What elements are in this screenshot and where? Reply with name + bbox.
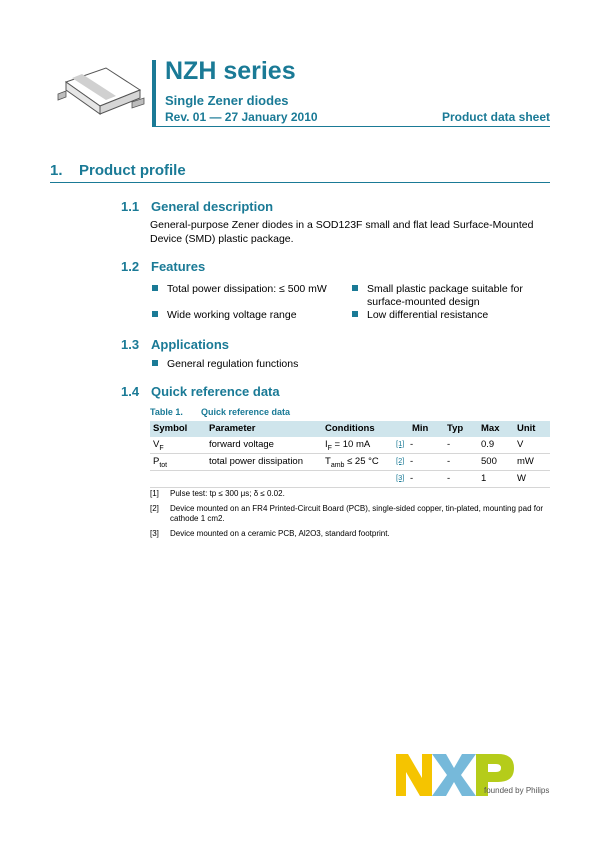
document-type: Product data sheet [441,110,550,124]
note-number: [2] [150,504,159,513]
note-number: [3] [150,529,159,538]
cell-parameter: forward voltage [209,439,274,450]
note-number: [1] [150,489,159,498]
section-divider [50,182,550,183]
cell-unit: V [517,439,524,450]
cell-max: 500 [481,456,497,467]
bullet-square-icon [152,285,158,291]
note-reference-link[interactable]: [1] [396,439,405,448]
cell-min: - [410,439,414,450]
table-row [150,471,550,488]
logo-tagline: founded by Philips [484,786,550,795]
general-description-text [150,218,533,246]
note-reference-link[interactable]: [2] [396,456,405,465]
subsection-heading-applications [121,337,229,352]
subsection-number: 1.1 [121,199,140,214]
document-title: NZH series [165,57,296,85]
subsection-number: 1.3 [121,337,140,352]
table-caption-label: Table 1. [150,407,183,417]
section-heading [50,162,186,179]
subsection-number: 1.4 [121,384,140,399]
column-header-min: Min [412,423,429,434]
section-number: 1. [50,162,63,179]
bullet-square-icon [152,360,158,366]
column-header-symbol: Symbol [153,423,188,434]
cell-parameter: total power dissipation [209,456,303,467]
cell-typ: - [447,456,451,467]
subsection-heading-quick-reference [121,384,280,399]
subsection-heading-general [121,199,273,214]
bullet-square-icon [352,311,358,317]
table-header-row [150,421,550,437]
note-text: Pulse test: tp ≤ 300 μs; δ ≤ 0.02. [170,489,285,498]
document-subtitle: Single Zener diodes [165,93,289,108]
table-row [150,454,550,471]
description-line: Device (SMD) plastic package. [150,233,294,245]
bullet-square-icon [352,285,358,291]
table-caption-title: Quick reference data [201,407,291,417]
cell-conditions: $T_{amb} \le 25$ °C [325,456,379,469]
cell-typ: - [447,473,451,484]
column-header-typ: Typ [447,423,464,434]
column-header-max: Max [481,423,500,434]
subsection-number: 1.2 [121,259,140,274]
section-title: Product profile [79,162,186,179]
subsection-title: Quick reference data [151,384,280,399]
subsection-heading-features [121,259,205,274]
cell-unit: W [517,473,526,484]
cell-conditions: $I_F = 10$ mA [325,439,371,452]
cell-max: 0.9 [481,439,495,450]
header-accent-bar [152,60,156,126]
table-row [150,437,550,454]
column-header-parameter: Parameter [209,423,256,434]
description-line: General-purpose Zener diodes in a SOD123F small and flat lead Surface-Mounted [150,219,534,231]
subsection-title: Applications [151,337,230,352]
table-caption [150,407,290,417]
quick-reference-table [150,421,550,488]
note-text: Device mounted on an FR4 Printed-Circuit Board (PCB), single-sided copper, tin-plated, mounting pad for cathode 1 cm2. [170,504,544,523]
header-divider [152,126,550,127]
cell-min: - [410,473,414,484]
cell-min: - [410,456,414,467]
column-header-unit: Unit [517,423,536,434]
cell-unit: mW [517,456,534,467]
cell-symbol: $V_F$ [153,439,164,452]
cell-max: 1 [481,473,487,484]
subsection-title: Features [151,259,206,274]
subsection-title: General description [151,199,274,214]
bullet-square-icon [152,311,158,317]
package-outline-drawing [56,64,148,122]
note-text: Device mounted on a ceramic PCB, Al2O3, standard footprint. [170,529,390,538]
note-reference-link[interactable]: [3] [396,473,405,482]
cell-symbol: $P_{tot}$ [153,456,168,469]
cell-typ: - [447,439,451,450]
column-header-conditions: Conditions [325,423,375,434]
document-revision: Rev. 01 — 27 January 2010 [165,110,318,124]
